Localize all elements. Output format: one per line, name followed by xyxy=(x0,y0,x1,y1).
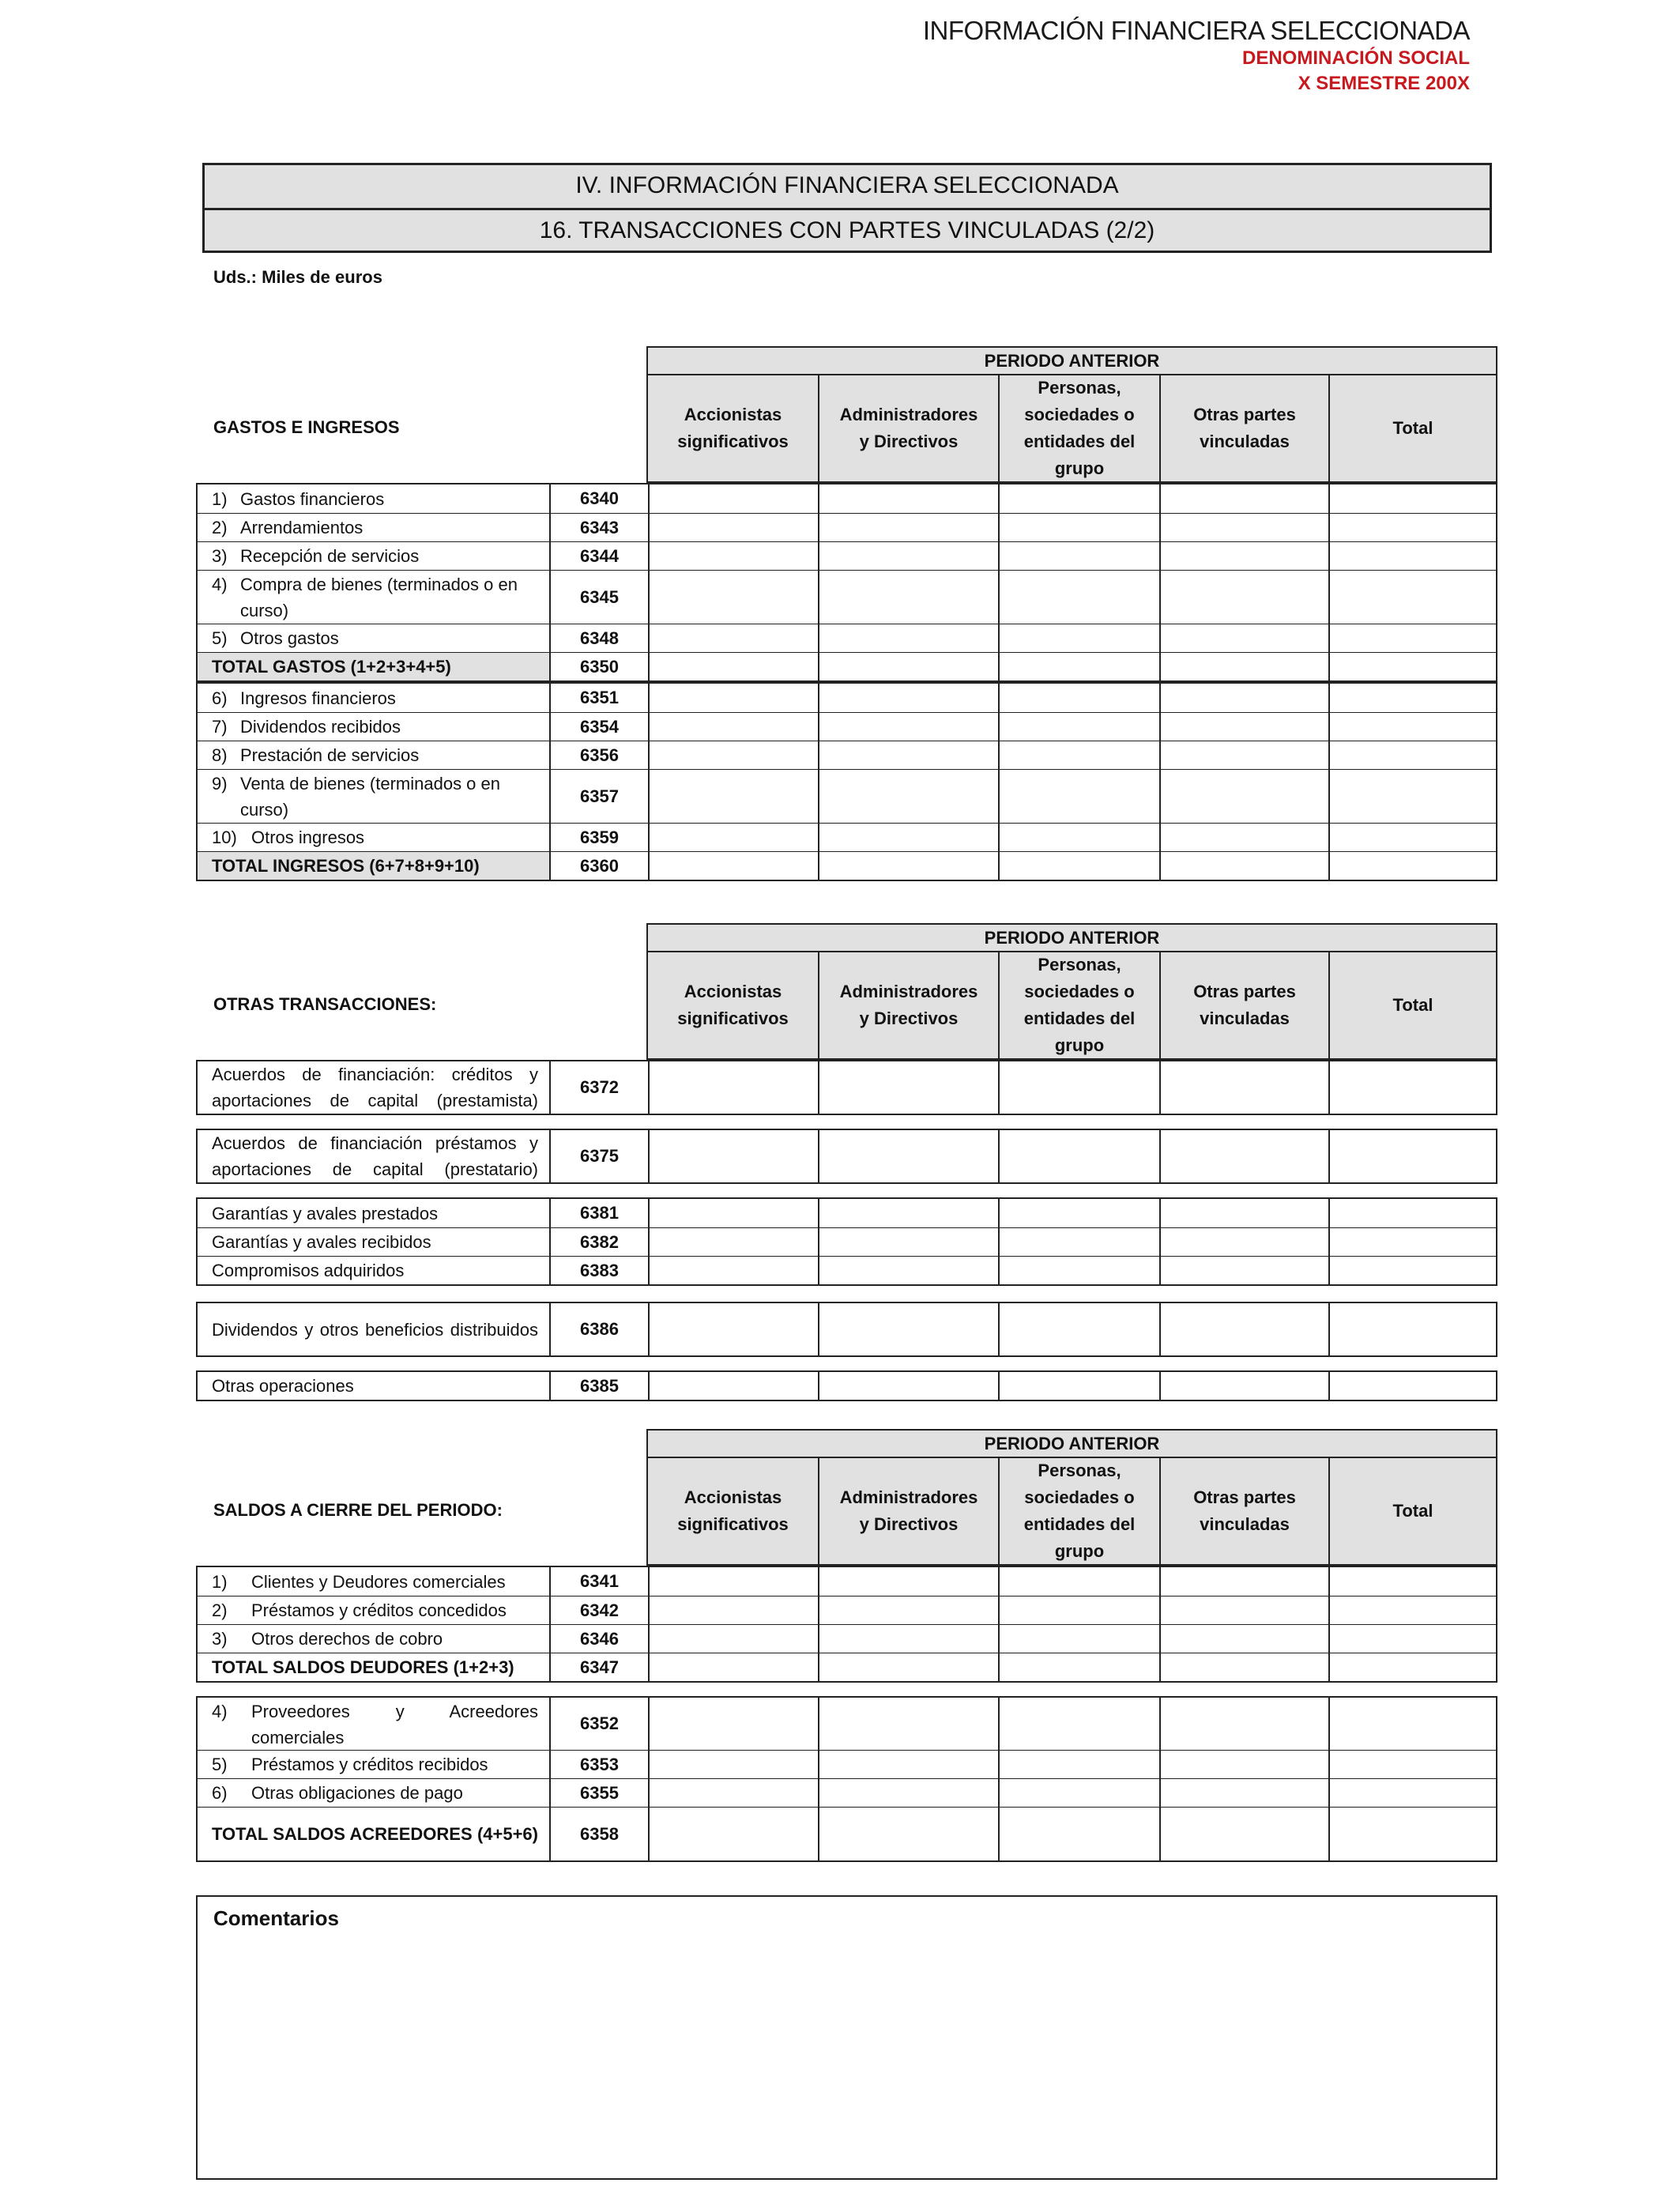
row-code: 6354 xyxy=(549,713,648,741)
value-cell[interactable] xyxy=(1159,484,1328,513)
value-cell[interactable] xyxy=(1328,1228,1496,1256)
financiacion-prestatario-table xyxy=(196,1129,1497,1184)
financiacion-prestamista-table xyxy=(196,1060,1497,1115)
value-cell[interactable] xyxy=(998,741,1159,769)
value-cell[interactable] xyxy=(648,1596,818,1624)
table-row: 9) Venta de bienes (terminados o en curso) 6357 xyxy=(198,769,1496,823)
col-accionistas: Accionistas significativos xyxy=(677,405,789,451)
value-cell[interactable] xyxy=(1159,1808,1328,1860)
value-cell[interactable] xyxy=(998,684,1159,712)
col-personas-grupo: Personas, sociedades o entidades del grupo xyxy=(998,1458,1159,1564)
value-cell[interactable] xyxy=(648,741,818,769)
column-headers xyxy=(646,1458,1497,1566)
row-code: 6359 xyxy=(549,824,648,851)
value-cell[interactable] xyxy=(1328,684,1496,712)
value-cell[interactable] xyxy=(648,1303,818,1355)
value-cell[interactable] xyxy=(1159,1257,1328,1284)
value-cell[interactable] xyxy=(648,1372,818,1400)
row-code: 6348 xyxy=(549,624,648,652)
otras-operaciones-table xyxy=(196,1370,1497,1401)
value-cell[interactable] xyxy=(818,571,998,624)
value-cell[interactable] xyxy=(818,1257,998,1284)
value-cell[interactable] xyxy=(648,1130,818,1182)
value-cell[interactable] xyxy=(648,1061,818,1114)
comments-box[interactable] xyxy=(196,1895,1497,2180)
row-code: 6382 xyxy=(549,1228,648,1256)
col-administradores: Administradores y Directivos xyxy=(818,952,998,1058)
row-code: 6343 xyxy=(549,514,648,541)
value-cell[interactable] xyxy=(818,514,998,541)
value-cell[interactable] xyxy=(1328,1303,1496,1355)
value-cell[interactable] xyxy=(648,1779,818,1807)
value-cell[interactable] xyxy=(818,1625,998,1653)
gastos-table xyxy=(196,483,1497,682)
table-row: Dividendos y otros beneficios distribuidos 6386 xyxy=(198,1303,1496,1355)
value-cell[interactable] xyxy=(998,1625,1159,1653)
value-cell[interactable] xyxy=(998,1228,1159,1256)
value-cell[interactable] xyxy=(1328,1808,1496,1860)
table-row: Acuerdos de financiación: créditos y aportaciones de capital (prestamista) 6372 xyxy=(198,1061,1496,1114)
row-code: 6356 xyxy=(549,741,648,769)
table-row: 10) Otros ingresos 6359 xyxy=(198,823,1496,851)
table-row: Garantías y avales prestados 6381 xyxy=(198,1199,1496,1227)
value-cell[interactable] xyxy=(1159,1779,1328,1807)
doc-header-period: X SEMESTRE 200X xyxy=(1298,73,1470,94)
value-cell[interactable] xyxy=(1159,1625,1328,1653)
table-row: 6) Otras obligaciones de pago 6355 xyxy=(198,1778,1496,1807)
table-row: 7) Dividendos recibidos 6354 xyxy=(198,712,1496,741)
col-accionistas: Accionistas significativos xyxy=(677,982,789,1028)
value-cell[interactable] xyxy=(818,1751,998,1778)
value-cell[interactable] xyxy=(648,713,818,741)
value-cell[interactable] xyxy=(818,1199,998,1227)
value-cell[interactable] xyxy=(998,1199,1159,1227)
ingresos-table xyxy=(196,682,1497,881)
comments-title: Comentarios xyxy=(213,1906,339,1930)
value-cell[interactable] xyxy=(1328,542,1496,570)
value-cell[interactable] xyxy=(1159,624,1328,652)
value-cell[interactable] xyxy=(1159,684,1328,712)
value-cell[interactable] xyxy=(998,484,1159,513)
value-cell[interactable] xyxy=(818,1372,998,1400)
value-cell[interactable] xyxy=(1159,1596,1328,1624)
table-row: 3) Otros derechos de cobro 6346 xyxy=(198,1624,1496,1653)
doc-header-title: INFORMACIÓN FINANCIERA SELECCIONADA xyxy=(922,16,1470,45)
section-label: SALDOS A CIERRE DEL PERIODO: xyxy=(213,1500,503,1520)
value-cell[interactable] xyxy=(1328,1653,1496,1681)
value-cell[interactable] xyxy=(1328,1199,1496,1227)
value-cell[interactable] xyxy=(1328,824,1496,851)
section-subtitle: 16. TRANSACCIONES CON PARTES VINCULADAS (2/2) xyxy=(205,208,1490,251)
value-cell[interactable] xyxy=(1159,1130,1328,1182)
total-row: TOTAL SALDOS ACREEDORES (4+5+6) 6358 xyxy=(198,1807,1496,1860)
value-cell[interactable] xyxy=(818,1061,998,1114)
garantias-table xyxy=(196,1197,1497,1286)
value-cell[interactable] xyxy=(1328,571,1496,624)
table-row: Garantías y avales recibidos 6382 xyxy=(198,1227,1496,1256)
value-cell[interactable] xyxy=(1159,1567,1328,1596)
value-cell[interactable] xyxy=(1159,1303,1328,1355)
value-cell[interactable] xyxy=(818,684,998,712)
value-cell[interactable] xyxy=(818,824,998,851)
row-code: 6383 xyxy=(549,1257,648,1284)
col-total: Total xyxy=(1328,952,1496,1058)
value-cell[interactable] xyxy=(1159,1698,1328,1750)
value-cell[interactable] xyxy=(1328,514,1496,541)
row-code: 6353 xyxy=(549,1751,648,1778)
col-administradores: Administradores y Directivos xyxy=(818,375,998,481)
column-headers xyxy=(646,952,1497,1060)
value-cell[interactable] xyxy=(998,852,1159,880)
value-cell[interactable] xyxy=(818,1808,998,1860)
row-code: 6357 xyxy=(549,770,648,823)
total-row: TOTAL SALDOS DEUDORES (1+2+3) 6347 xyxy=(198,1653,1496,1681)
row-code: 6340 xyxy=(549,484,648,513)
row-code: 6350 xyxy=(549,653,648,680)
section-label: OTRAS TRANSACCIONES: xyxy=(213,994,437,1014)
value-cell[interactable] xyxy=(1328,484,1496,513)
value-cell[interactable] xyxy=(998,542,1159,570)
value-cell[interactable] xyxy=(998,1653,1159,1681)
value-cell[interactable] xyxy=(998,1303,1159,1355)
row-code: 6358 xyxy=(549,1808,648,1860)
value-cell[interactable] xyxy=(998,1061,1159,1114)
value-cell[interactable] xyxy=(998,1808,1159,1860)
row-code: 6347 xyxy=(549,1653,648,1681)
value-cell[interactable] xyxy=(818,713,998,741)
col-total: Total xyxy=(1328,1458,1496,1564)
value-cell[interactable] xyxy=(1159,542,1328,570)
value-cell[interactable] xyxy=(648,624,818,652)
value-cell[interactable] xyxy=(818,653,998,680)
value-cell[interactable] xyxy=(1328,1061,1496,1114)
doc-header-company: DENOMINACIÓN SOCIAL xyxy=(1242,47,1470,69)
value-cell[interactable] xyxy=(1328,1698,1496,1750)
value-cell[interactable] xyxy=(1328,770,1496,823)
value-cell[interactable] xyxy=(1328,653,1496,680)
value-cell[interactable] xyxy=(1328,1751,1496,1778)
table-row: Otras operaciones 6385 xyxy=(198,1372,1496,1400)
section-title-box xyxy=(202,163,1492,253)
period-header: PERIODO ANTERIOR xyxy=(646,923,1497,952)
saldos-deudores-table xyxy=(196,1566,1497,1683)
row-code: 6381 xyxy=(549,1199,648,1227)
value-cell[interactable] xyxy=(998,514,1159,541)
value-cell[interactable] xyxy=(1328,713,1496,741)
value-cell[interactable] xyxy=(1159,571,1328,624)
section-title: IV. INFORMACIÓN FINANCIERA SELECCIONADA xyxy=(205,165,1490,208)
row-code: 6355 xyxy=(549,1779,648,1807)
row-code: 6352 xyxy=(549,1698,648,1750)
value-cell[interactable] xyxy=(998,770,1159,823)
row-code: 6341 xyxy=(549,1567,648,1596)
value-cell[interactable] xyxy=(818,624,998,652)
col-administradores: Administradores y Directivos xyxy=(818,1458,998,1564)
table-row: Acuerdos de financiación préstamos y aportaciones de capital (prestatario) 6375 xyxy=(198,1130,1496,1182)
value-cell[interactable] xyxy=(1328,1130,1496,1182)
value-cell[interactable] xyxy=(1159,741,1328,769)
period-header: PERIODO ANTERIOR xyxy=(646,346,1497,375)
value-cell[interactable] xyxy=(998,1779,1159,1807)
value-cell[interactable] xyxy=(1159,1199,1328,1227)
row-code: 6375 xyxy=(549,1130,648,1182)
table-row: 2) Préstamos y créditos concedidos 6342 xyxy=(198,1596,1496,1624)
value-cell[interactable] xyxy=(1159,1372,1328,1400)
table-row: 5) Otros gastos 6348 xyxy=(198,624,1496,652)
value-cell[interactable] xyxy=(1328,1596,1496,1624)
value-cell[interactable] xyxy=(818,1698,998,1750)
value-cell[interactable] xyxy=(998,824,1159,851)
row-code: 6351 xyxy=(549,684,648,712)
value-cell[interactable] xyxy=(818,484,998,513)
value-cell[interactable] xyxy=(818,852,998,880)
table-row: 2) Arrendamientos 6343 xyxy=(198,513,1496,541)
value-cell[interactable] xyxy=(998,1257,1159,1284)
col-otras-partes: Otras partes vinculadas xyxy=(1159,952,1328,1058)
value-cell[interactable] xyxy=(648,1808,818,1860)
row-code: 6386 xyxy=(549,1303,648,1355)
value-cell[interactable] xyxy=(818,1653,998,1681)
value-cell[interactable] xyxy=(1159,824,1328,851)
row-code: 6372 xyxy=(549,1061,648,1114)
value-cell[interactable] xyxy=(648,571,818,624)
dividendos-table xyxy=(196,1302,1497,1357)
value-cell[interactable] xyxy=(998,713,1159,741)
value-cell[interactable] xyxy=(648,684,818,712)
value-cell[interactable] xyxy=(818,1303,998,1355)
value-cell[interactable] xyxy=(1159,1228,1328,1256)
col-otras-partes: Otras partes vinculadas xyxy=(1159,1458,1328,1564)
col-accionistas: Accionistas significativos xyxy=(677,1487,789,1534)
section-label: GASTOS E INGRESOS xyxy=(213,417,400,437)
value-cell[interactable] xyxy=(1328,1257,1496,1284)
value-cell[interactable] xyxy=(1328,1625,1496,1653)
table-row: 8) Prestación de servicios 6356 xyxy=(198,741,1496,769)
value-cell[interactable] xyxy=(648,1228,818,1256)
value-cell[interactable] xyxy=(998,1698,1159,1750)
table-row: 1) Clientes y Deudores comerciales 6341 xyxy=(198,1567,1496,1596)
row-code: 6360 xyxy=(549,852,648,880)
row-code: 6385 xyxy=(549,1372,648,1400)
total-row: TOTAL GASTOS (1+2+3+4+5) 6350 xyxy=(198,652,1496,680)
value-cell[interactable] xyxy=(998,1596,1159,1624)
value-cell[interactable] xyxy=(1159,514,1328,541)
row-code: 6344 xyxy=(549,542,648,570)
table-row: 1) Gastos financieros 6340 xyxy=(198,484,1496,513)
row-code: 6345 xyxy=(549,571,648,624)
units-label: Uds.: Miles de euros xyxy=(213,267,382,287)
value-cell[interactable] xyxy=(648,1653,818,1681)
value-cell[interactable] xyxy=(998,1130,1159,1182)
value-cell[interactable] xyxy=(648,1625,818,1653)
value-cell[interactable] xyxy=(648,1567,818,1596)
row-code: 6342 xyxy=(549,1596,648,1624)
value-cell[interactable] xyxy=(1328,1779,1496,1807)
table-row: 4) Compra de bienes (terminados o en curso) 6345 xyxy=(198,570,1496,624)
value-cell[interactable] xyxy=(648,1698,818,1750)
value-cell[interactable] xyxy=(998,1751,1159,1778)
table-row: 5) Préstamos y créditos recibidos 6353 xyxy=(198,1750,1496,1778)
value-cell[interactable] xyxy=(818,770,998,823)
value-cell[interactable] xyxy=(998,624,1159,652)
saldos-acreedores-table xyxy=(196,1696,1497,1862)
value-cell[interactable] xyxy=(648,542,818,570)
value-cell[interactable] xyxy=(648,770,818,823)
value-cell[interactable] xyxy=(1159,1061,1328,1114)
value-cell[interactable] xyxy=(1328,852,1496,880)
value-cell[interactable] xyxy=(1328,1567,1496,1596)
value-cell[interactable] xyxy=(818,1228,998,1256)
value-cell[interactable] xyxy=(648,824,818,851)
row-code: 6346 xyxy=(549,1625,648,1653)
value-cell[interactable] xyxy=(818,1130,998,1182)
value-cell[interactable] xyxy=(818,1779,998,1807)
total-row: TOTAL INGRESOS (6+7+8+9+10) 6360 xyxy=(198,851,1496,880)
value-cell[interactable] xyxy=(648,653,818,680)
col-personas-grupo: Personas, sociedades o entidades del grupo xyxy=(998,375,1159,481)
value-cell[interactable] xyxy=(1328,741,1496,769)
col-total: Total xyxy=(1328,375,1496,481)
value-cell[interactable] xyxy=(648,514,818,541)
table-row: 4) Proveedores y Acreedores comerciales 6352 xyxy=(198,1698,1496,1750)
value-cell[interactable] xyxy=(1159,1751,1328,1778)
value-cell[interactable] xyxy=(998,653,1159,680)
value-cell[interactable] xyxy=(1159,653,1328,680)
table-row: 3) Recepción de servicios 6344 xyxy=(198,541,1496,570)
value-cell[interactable] xyxy=(648,852,818,880)
value-cell[interactable] xyxy=(998,1372,1159,1400)
value-cell[interactable] xyxy=(648,484,818,513)
col-personas-grupo: Personas, sociedades o entidades del grupo xyxy=(998,952,1159,1058)
value-cell[interactable] xyxy=(1159,1653,1328,1681)
value-cell[interactable] xyxy=(818,542,998,570)
value-cell[interactable] xyxy=(998,1567,1159,1596)
table-row: Compromisos adquiridos 6383 xyxy=(198,1256,1496,1284)
value-cell[interactable] xyxy=(1159,852,1328,880)
table-row: 6) Ingresos financieros 6351 xyxy=(198,684,1496,712)
value-cell[interactable] xyxy=(1159,713,1328,741)
value-cell[interactable] xyxy=(818,1596,998,1624)
value-cell[interactable] xyxy=(648,1257,818,1284)
value-cell[interactable] xyxy=(648,1199,818,1227)
value-cell[interactable] xyxy=(1328,624,1496,652)
value-cell[interactable] xyxy=(648,1751,818,1778)
col-otras-partes: Otras partes vinculadas xyxy=(1159,375,1328,481)
value-cell[interactable] xyxy=(818,741,998,769)
column-headers xyxy=(646,375,1497,483)
value-cell[interactable] xyxy=(1328,1372,1496,1400)
value-cell[interactable] xyxy=(818,1567,998,1596)
value-cell[interactable] xyxy=(998,571,1159,624)
value-cell[interactable] xyxy=(1159,770,1328,823)
period-header: PERIODO ANTERIOR xyxy=(646,1429,1497,1458)
